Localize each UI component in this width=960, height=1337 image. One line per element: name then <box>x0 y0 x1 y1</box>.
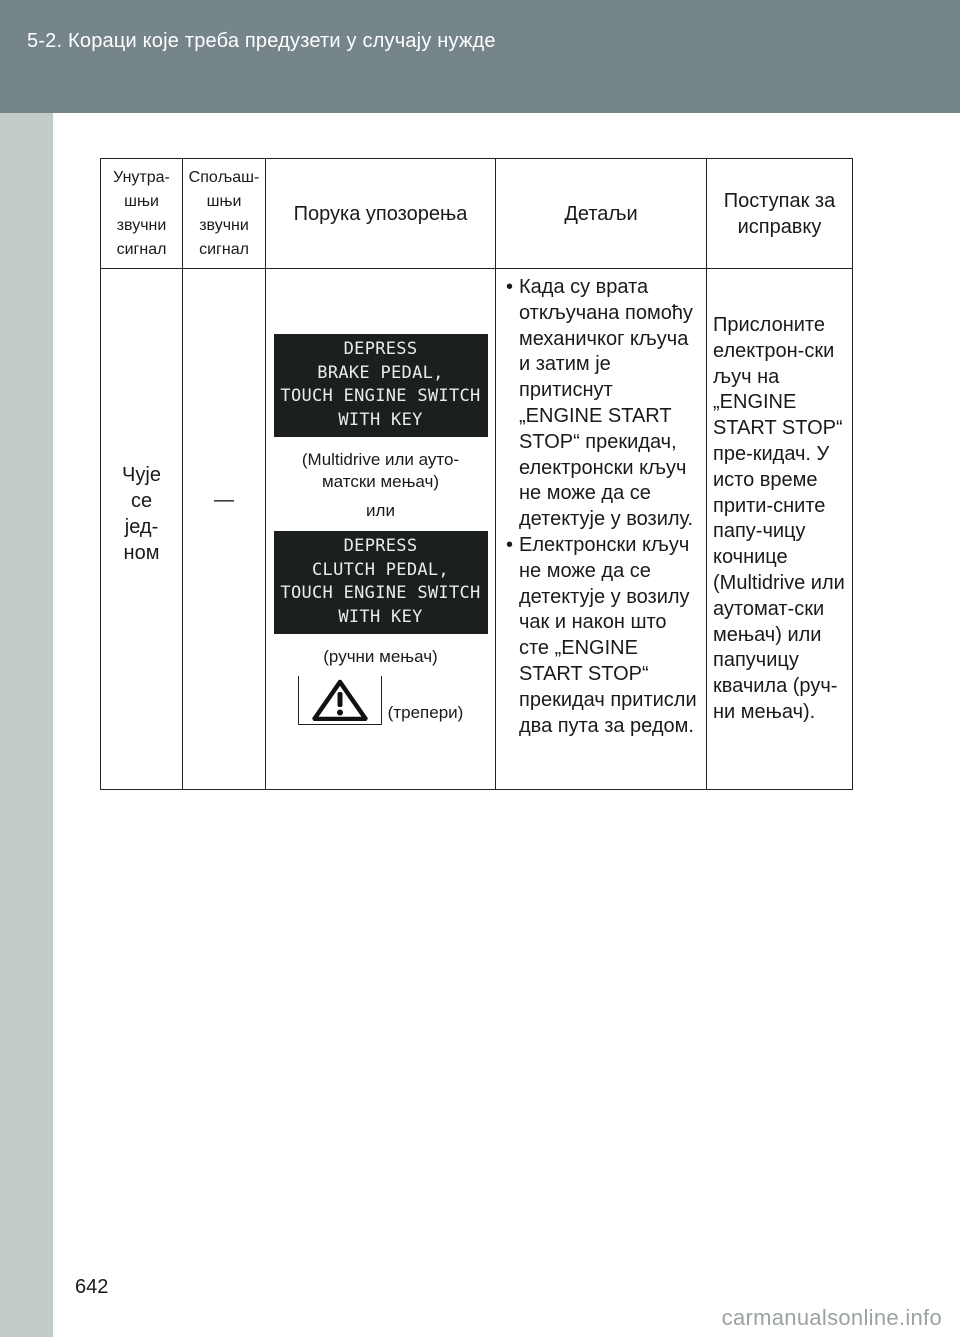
header-line: звучни <box>116 216 167 234</box>
header-line: исправку <box>737 215 822 238</box>
correction-cell <box>707 269 853 790</box>
header-label: Порука упозорења <box>293 202 468 225</box>
lcd-message-clutch <box>274 531 488 634</box>
caption-multidrive <box>266 449 495 493</box>
header-line: сигнал <box>199 240 249 258</box>
header-warning-message <box>266 159 496 269</box>
section-title: 5-2. Кораци које треба предузети у случају нужде <box>27 30 496 52</box>
header-line: шњи <box>206 192 242 210</box>
table-header-row <box>101 159 853 269</box>
page-header <box>0 0 960 113</box>
header-details <box>496 159 707 269</box>
caption-line: матски мењач) <box>321 471 440 491</box>
cell-line: ном <box>123 542 160 564</box>
lcd-line: DEPRESS <box>343 536 418 556</box>
caption-line: (Multidrive или ауто- <box>301 449 460 469</box>
header-line: Унутра- <box>113 168 170 186</box>
warning-triangle-icon <box>312 679 368 721</box>
header-line: Спољаш- <box>188 168 260 186</box>
warning-table <box>100 158 853 790</box>
cell-line: Чује <box>122 464 161 486</box>
watermark: carmanualsonline.info <box>721 1305 942 1330</box>
lcd-line: DEPRESS <box>343 339 418 359</box>
internal-buzzer-cell <box>101 269 183 790</box>
cell-line: јед- <box>124 516 159 538</box>
warning-message-cell <box>266 269 496 790</box>
lcd-line: CLUTCH PEDAL, <box>312 559 449 580</box>
header-internal-buzzer <box>101 159 183 269</box>
detail-item: • Када су врата откључана помоћу механичког кључа и затим је притиснут „ENGINE START STOP“ прекидач, електронски кључ не може да се детектује у возилу. <box>502 275 700 533</box>
header-external-buzzer <box>183 159 266 269</box>
warning-indicator-box <box>298 676 382 725</box>
cell-line: се <box>130 490 153 512</box>
master-warning-row <box>266 676 495 725</box>
header-line: сигнал <box>116 240 167 258</box>
header-line: Поступак за <box>723 189 836 212</box>
detail-item: • Електронски кључ не може да се детектује у возилу чак и након што сте „ENGINE START STOP“ прекидач притисли два пута за редом. <box>502 533 700 739</box>
external-buzzer-cell <box>183 269 266 790</box>
header-correction <box>707 159 853 269</box>
lcd-line: WITH KEY <box>338 606 423 627</box>
lcd-line: BRAKE PEDAL, <box>317 362 444 383</box>
header-label: Детаљи <box>564 202 638 225</box>
page-number: 642 <box>75 1276 109 1298</box>
header-line: звучни <box>199 216 249 234</box>
correction-text: Прислоните електрон-ски ључ на „ENGINE START STOP“ пре-кидач. У исто време прити-сните папу-чицу кочнице (Multidrive или аутомат-ски мењач) или папучицу квачила (руч-ни мењач). <box>713 314 845 723</box>
or-label: или <box>366 500 395 520</box>
caption-manual: (ручни мењач) <box>323 646 438 666</box>
lcd-line: TOUCH ENGINE SWITCH <box>280 386 481 406</box>
lcd-message-brake <box>274 334 488 437</box>
flashing-label: (трепери) <box>387 702 464 722</box>
lcd-line: TOUCH ENGINE SWITCH <box>280 583 481 603</box>
details-cell <box>496 269 707 790</box>
header-line: шњи <box>124 192 159 210</box>
lcd-line: WITH KEY <box>338 409 423 430</box>
side-margin-band <box>0 113 53 1337</box>
dash: — <box>214 489 234 511</box>
table-row <box>101 269 853 790</box>
